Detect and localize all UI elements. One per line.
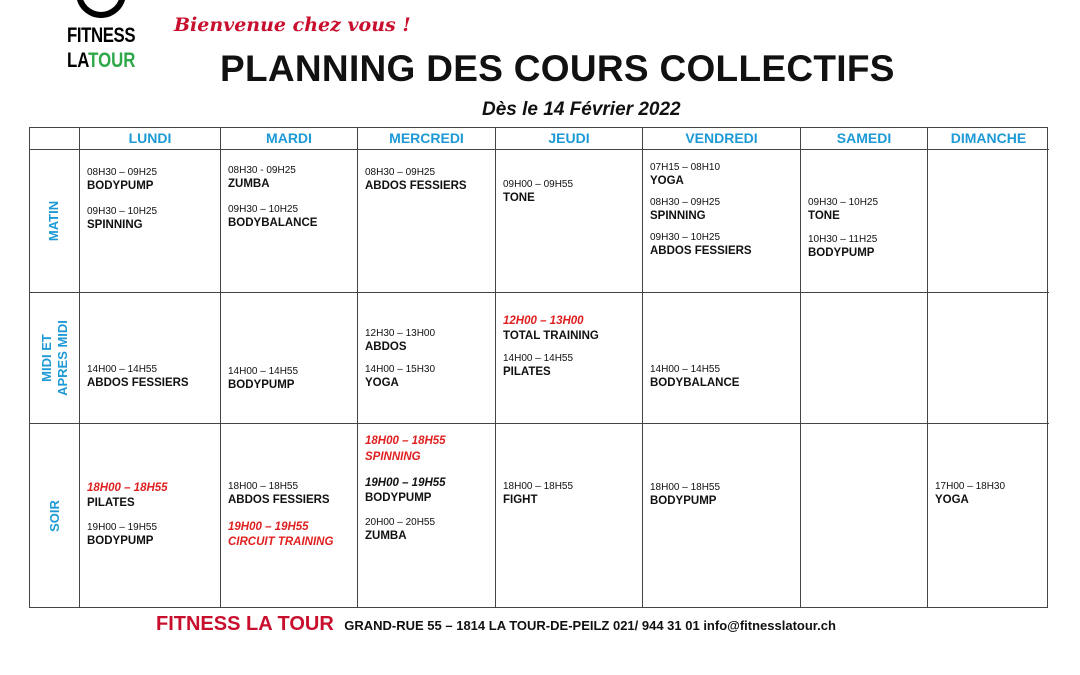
class-time: 18H00 – 18H55 xyxy=(228,481,299,492)
day-header-mardi: MARDI xyxy=(221,128,358,150)
class-slot xyxy=(228,365,354,393)
class-time: 14H00 – 14H55 xyxy=(503,353,574,364)
class-time: 09H00 – 09H55 xyxy=(503,179,574,190)
class-name: BODYPUMP xyxy=(87,535,154,547)
class-name: BODYPUMP xyxy=(87,180,154,192)
class-time: 18H00 – 18H55 xyxy=(503,481,574,492)
class-time: 18H00 – 18H55 xyxy=(650,482,721,493)
period-label-soir: SOIR xyxy=(46,499,62,532)
class-slot xyxy=(503,352,639,380)
slot-cell-matin-mardi xyxy=(221,150,358,293)
class-slot xyxy=(365,433,492,465)
period-label-matin: MATIN xyxy=(46,200,62,242)
class-name: BODYPUMP xyxy=(228,379,295,391)
class-slot xyxy=(228,203,354,231)
class-time: 12H30 – 13H00 xyxy=(365,328,436,339)
footer-brand: FITNESS LA TOUR xyxy=(156,613,334,635)
day-header-mercredi: MERCREDI xyxy=(358,128,496,150)
class-time: 08H30 – 09H25 xyxy=(87,167,158,178)
period-matin xyxy=(30,150,80,293)
class-time: 17H00 – 18H30 xyxy=(935,481,1006,492)
class-name: ABDOS FESSIERS xyxy=(87,377,189,389)
slot-cell-midi-vendredi xyxy=(643,293,801,424)
class-slot xyxy=(87,363,217,391)
class-slot xyxy=(650,231,797,259)
slot-cell-matin-samedi xyxy=(801,150,928,293)
class-slot xyxy=(808,196,924,224)
class-slot xyxy=(87,205,217,233)
class-name: SPINNING xyxy=(365,451,421,463)
class-time: 07H15 – 08H10 xyxy=(650,162,721,173)
schedule-table xyxy=(29,127,1048,608)
class-name: TONE xyxy=(503,192,535,204)
class-time: 14H00 – 14H55 xyxy=(228,366,299,377)
class-name: BODYBALANCE xyxy=(228,217,318,229)
class-time: 18H00 – 18H55 xyxy=(87,482,168,494)
footer-address: GRAND-RUE 55 – 1814 LA TOUR-DE-PEILZ 021/ 944 31 01 info@fitnesslatour.ch xyxy=(344,618,836,633)
logo-line-2a: LA xyxy=(67,49,89,72)
day-header-dimanche: DIMANCHE xyxy=(928,128,1049,150)
welcome-message: Bienvenue chez vous ! xyxy=(174,14,411,36)
day-header-samedi: SAMEDI xyxy=(801,128,928,150)
footer-contact xyxy=(156,613,836,636)
class-slot xyxy=(650,481,797,509)
class-name: ABDOS FESSIERS xyxy=(650,245,752,257)
class-slot xyxy=(650,196,797,224)
slot-cell-midi-jeudi xyxy=(496,293,643,424)
class-time: 09H30 – 10H25 xyxy=(87,206,158,217)
class-name: YOGA xyxy=(935,494,969,506)
class-slot xyxy=(228,520,354,550)
class-time: 10H30 – 11H25 xyxy=(808,234,878,245)
logo-line-2 xyxy=(67,49,135,73)
class-time: 20H00 – 20H55 xyxy=(365,517,436,528)
period-label-midi xyxy=(39,320,71,396)
class-name: TOTAL TRAINING xyxy=(503,330,599,342)
class-name: BODYPUMP xyxy=(808,247,875,259)
slot-cell-soir-dimanche xyxy=(928,424,1049,607)
class-name: BODYPUMP xyxy=(365,492,432,504)
class-time: 19H00 – 19H55 xyxy=(228,521,309,533)
day-header-lundi: LUNDI xyxy=(80,128,221,150)
class-name: ZUMBA xyxy=(365,530,407,542)
period-soir xyxy=(30,424,80,607)
logo-kettlebell-icon xyxy=(76,0,126,18)
fitness-la-tour-logo xyxy=(62,0,142,84)
class-slot xyxy=(808,233,924,261)
slot-cell-midi-dimanche xyxy=(928,293,1049,424)
class-name: ABDOS FESSIERS xyxy=(228,494,330,506)
class-slot xyxy=(650,363,797,391)
class-slot xyxy=(365,516,492,544)
slot-cell-soir-lundi xyxy=(80,424,221,607)
slot-cell-midi-mardi xyxy=(221,293,358,424)
class-name: FIGHT xyxy=(503,494,538,506)
class-slot xyxy=(365,166,492,194)
class-slot xyxy=(365,363,492,391)
class-slot xyxy=(503,480,639,508)
class-name: ZUMBA xyxy=(228,178,270,190)
class-slot xyxy=(87,166,217,194)
slot-cell-soir-samedi xyxy=(801,424,928,607)
slot-cell-matin-lundi xyxy=(80,150,221,293)
slot-cell-soir-mercredi xyxy=(358,424,496,607)
page-title: PLANNING DES COURS COLLECTIFS xyxy=(220,48,895,89)
class-time: 09H30 – 10H25 xyxy=(650,232,721,243)
slot-cell-midi-lundi xyxy=(80,293,221,424)
slot-cell-midi-mercredi xyxy=(358,293,496,424)
class-name: BODYPUMP xyxy=(650,495,717,507)
page-subtitle: Dès le 14 Février 2022 xyxy=(482,99,681,120)
slot-cell-soir-vendredi xyxy=(643,424,801,607)
period-midi xyxy=(30,293,80,424)
day-header-jeudi: JEUDI xyxy=(496,128,643,150)
slot-cell-midi-samedi xyxy=(801,293,928,424)
class-name: BODYBALANCE xyxy=(650,377,740,389)
class-time: 09H30 – 10H25 xyxy=(808,197,879,208)
class-name: YOGA xyxy=(365,377,399,389)
class-slot xyxy=(365,327,492,355)
class-name: YOGA xyxy=(650,175,684,187)
class-time: 19H00 – 19H55 xyxy=(365,477,446,489)
class-time: 19H00 – 19H55 xyxy=(87,522,158,533)
class-name: SPINNING xyxy=(87,219,143,231)
class-slot xyxy=(228,164,354,192)
slot-cell-soir-jeudi xyxy=(496,424,643,607)
corner-cell xyxy=(30,128,80,150)
class-time: 12H00 – 13H00 xyxy=(503,315,584,327)
class-slot xyxy=(503,314,639,344)
class-name: CIRCUIT TRAINING xyxy=(228,536,334,548)
class-time: 08H30 – 09H25 xyxy=(365,167,436,178)
class-time: 14H00 – 15H30 xyxy=(365,364,436,375)
class-slot xyxy=(228,480,354,508)
class-time: 18H00 – 18H55 xyxy=(365,435,446,447)
slot-cell-matin-jeudi xyxy=(496,150,643,293)
class-name: SPINNING xyxy=(650,210,706,222)
class-name: ABDOS FESSIERS xyxy=(365,180,467,192)
slot-cell-matin-dimanche xyxy=(928,150,1049,293)
class-name: TONE xyxy=(808,210,840,222)
period-label-midi-line1: MIDI ET xyxy=(38,334,54,382)
class-slot xyxy=(650,161,797,189)
slot-cell-matin-mercredi xyxy=(358,150,496,293)
period-label-midi-line2: APRES MIDI xyxy=(54,320,70,396)
class-time: 14H00 – 14H55 xyxy=(650,364,721,375)
class-slot xyxy=(87,481,217,511)
day-header-vendredi: VENDREDI xyxy=(643,128,801,150)
class-time: 08H30 - 09H25 xyxy=(228,165,296,176)
logo-line-1: FITNESS xyxy=(67,24,136,47)
class-name: PILATES xyxy=(503,366,551,378)
slot-cell-soir-mardi xyxy=(221,424,358,607)
class-time: 08H30 – 09H25 xyxy=(650,197,721,208)
class-slot xyxy=(87,521,217,549)
class-slot xyxy=(935,480,1046,508)
class-slot xyxy=(503,178,639,206)
class-time: 14H00 – 14H55 xyxy=(87,364,158,375)
class-slot xyxy=(365,476,492,506)
class-name: PILATES xyxy=(87,497,135,509)
class-time: 09H30 – 10H25 xyxy=(228,204,299,215)
class-name: ABDOS xyxy=(365,341,407,353)
logo-line-2b: TOUR xyxy=(88,49,136,72)
slot-cell-matin-vendredi xyxy=(643,150,801,293)
